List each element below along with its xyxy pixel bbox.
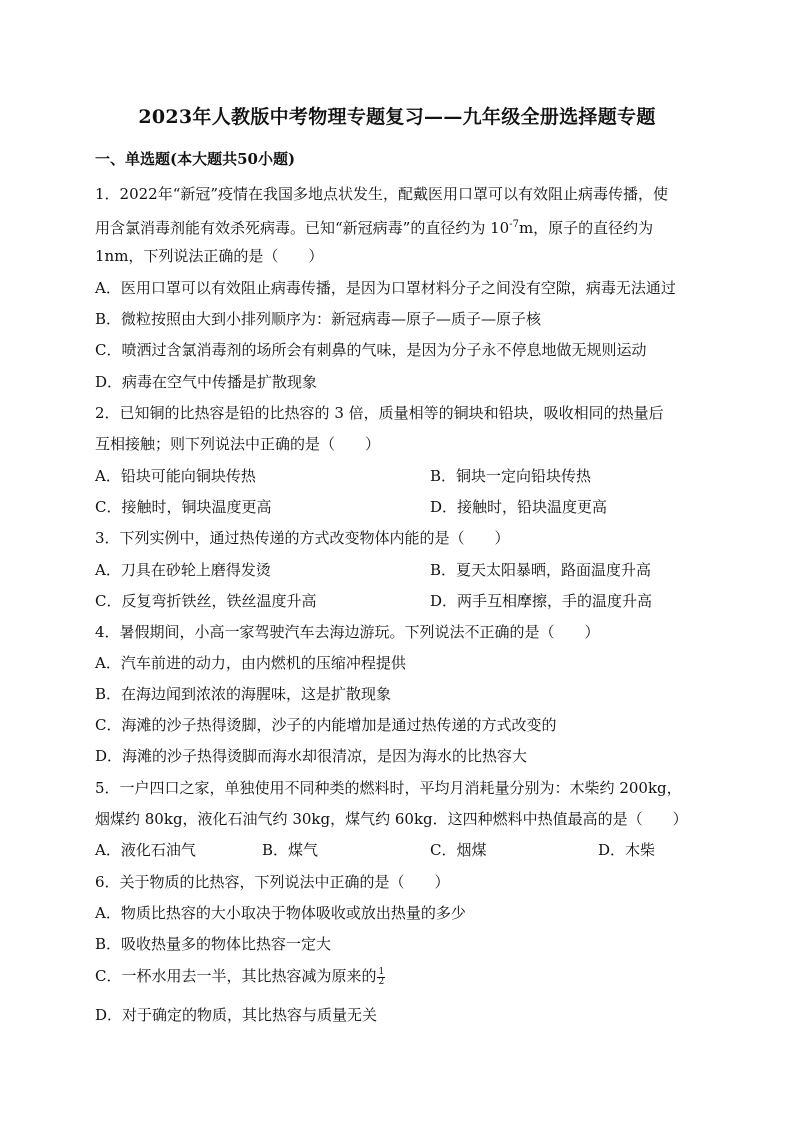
q3-option-a: A．刀具在砂轮上磨得发烫 [95,561,271,579]
q6-option-a: A．物质比热容的大小取决于物体吸收或放出热量的多少 [95,904,466,922]
q5-stem-line1: 5．一户四口之家，单独使用不同种类的燃料时，平均月消耗量分别为：木柴约 200kg， [95,779,682,797]
q1-option-d: D．病毒在空气中传播是扩散现象 [95,373,318,391]
fraction-one-half [377,968,385,987]
section-heading: 一、单选题(本大题共50小题) [95,150,296,168]
q1-exponent: -7 [509,219,519,230]
q3-option-d: D．两手互相摩擦，手的温度升高 [430,592,653,610]
q2-option-a: A．铅块可能向铜块传热 [95,467,256,485]
fraction-denominator: 2 [378,976,385,987]
q3-stem-line1: 3．下列实例中，通过热传递的方式改变物体内能的是（ ） [95,529,510,547]
q5-option-b: B．煤气 [262,841,319,859]
q1-stem-line2-post: m，原子的直径约为 [518,219,654,237]
q5-stem-line2: 烟煤约 80kg，液化石油气约 30kg，煤气约 60kg．这四种燃料中热值最高的是（ ） [95,810,688,828]
fraction-numerator: 1 [378,966,385,977]
q4-option-a: A．汽车前进的动力，由内燃机的压缩冲程提供 [95,654,406,672]
q4-option-d: D．海滩的沙子热得烫脚而海水却很清凉，是因为海水的比热容大 [95,747,528,765]
q5-option-d: D．木柴 [598,841,656,859]
q2-stem-line1: 2．已知铜的比热容是铅的比热容的 3 倍，质量相等的铜块和铅块，吸收相同的热量后 [95,404,664,422]
q2-option-d: D．接触时，铅块温度更高 [430,498,608,516]
q2-option-b: B．铜块一定向铅块传热 [430,467,592,485]
q1-option-a: A．医用口罩可以有效阻止病毒传播，是因为口罩材料分子之间没有空隙，病毒无法通过 [95,279,676,297]
q1-option-b: B．微粒按照由大到小排列顺序为：新冠病毒—原子—质子—原子核 [95,310,542,328]
q6-option-b: B．吸收热量多的物体比热容一定大 [95,935,332,953]
q4-option-c: C．海滩的沙子热得烫脚，沙子的内能增加是通过热传递的方式改变的 [95,716,557,734]
q4-option-b: B．在海边闻到浓浓的海腥味，这是扩散现象 [95,685,392,703]
q5-option-a: A．液化石油气 [95,841,196,859]
document-title: 2023年人教版中考物理专题复习——九年级全册选择题专题 [138,106,656,128]
q1-stem-line2 [95,215,653,238]
q1-stem-line1: 1．2022年“新冠”疫情在我国多地点状发生，配戴医用口罩可以有效阻止病毒传播，使 [95,185,669,203]
q2-stem-line2: 互相接触；则下列说法中正确的是（ ） [95,435,381,453]
q1-option-c: C．喷洒过含氯消毒剂的场所会有刺鼻的气味，是因为分子永不停息地做无规则运动 [95,341,647,359]
q1-stem-line2-pre: 用含氯消毒剂能有效杀死病毒。已知“新冠病毒”的直径约为 10 [95,219,510,237]
q2-option-c: C．接触时，铜块温度更高 [95,498,272,516]
q3-option-b: B．夏天太阳暴晒，路面温度升高 [430,561,652,579]
q1-stem-line3: 1nm，下列说法正确的是（ ） [95,247,324,265]
q3-option-c: C．反复弯折铁丝，铁丝温度升高 [95,592,317,610]
q6-stem-line1: 6．关于物质的比热容，下列说法中正确的是（ ） [95,873,450,891]
q6-option-c [95,966,385,987]
q6-option-c-text: C．一杯水用去一半，其比热容减为原来的 [95,967,377,985]
q6-option-d: D．对于确定的物质，其比热容与质量无关 [95,1006,378,1024]
q5-option-c: C．烟煤 [430,841,487,859]
q4-stem-line1: 4．暑假期间，小高一家驾驶汽车去海边游玩。下列说法不正确的是（ ） [95,623,600,641]
